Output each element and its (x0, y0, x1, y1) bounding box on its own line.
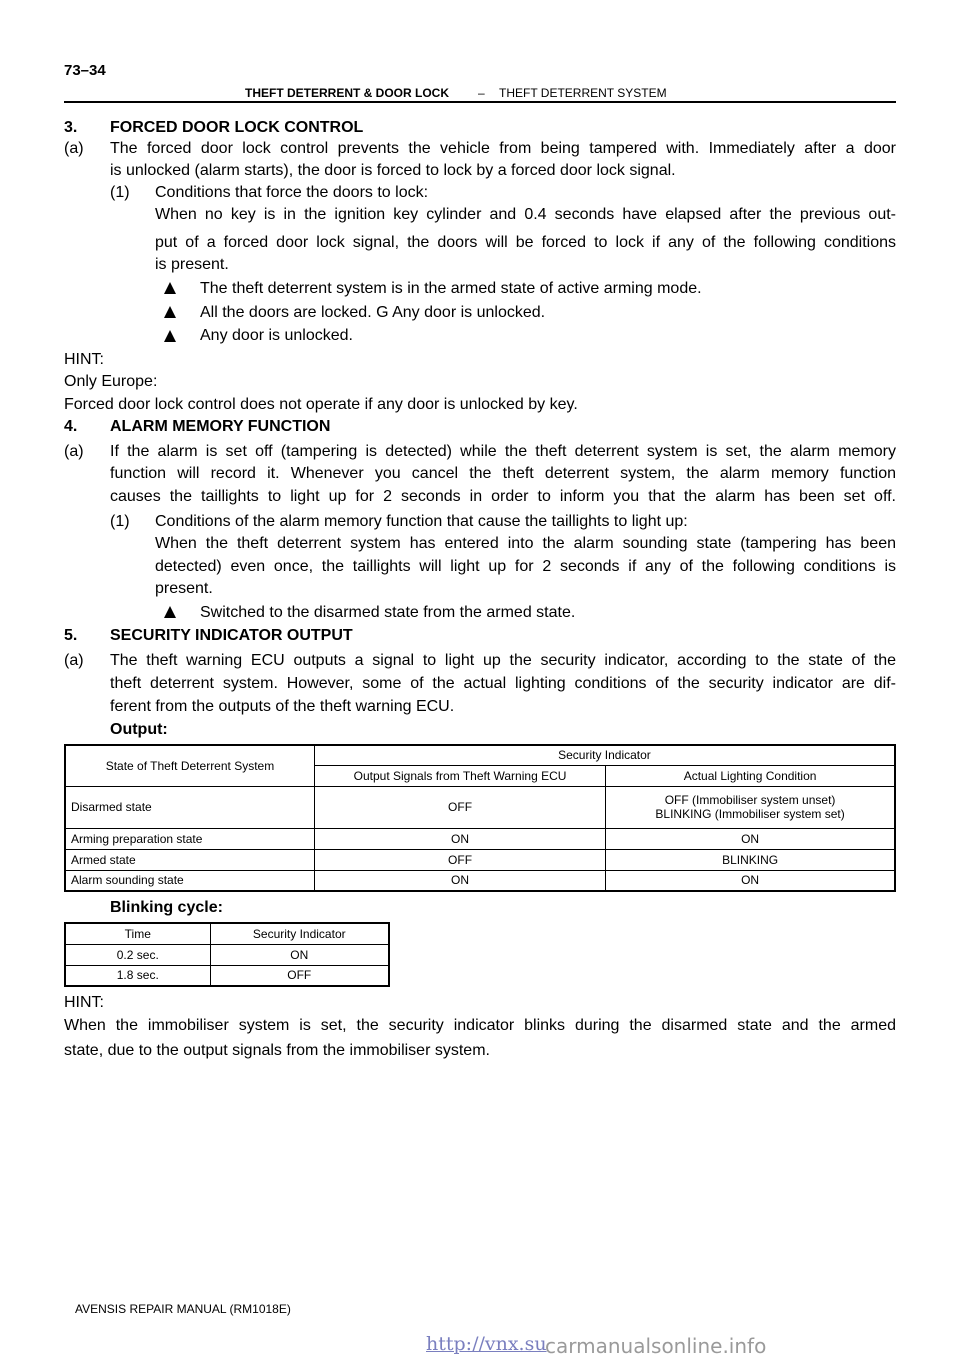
s3-hint-line2: Forced door lock control does not operate if any door is unlocked by key. (64, 396, 578, 413)
bullet-triangle-icon (164, 282, 176, 294)
s3-p1-line1: When no key is in the ignition key cylinder and 0.4 seconds have elapsed after the previous out- (155, 206, 896, 223)
output-col-signal-header: Output Signals from Theft Warning ECU (314, 765, 605, 786)
s4-p1-label: (1) (110, 513, 130, 530)
page-number: 73–34 (64, 62, 106, 79)
s5-a-line2: theft deterrent system. However, some of the actual lighting conditions of the security indicator are dif- (110, 675, 896, 692)
subsection-title: THEFT DETERRENT SYSTEM (499, 86, 667, 100)
state-cell: Disarmed state (65, 786, 314, 828)
signal-cell: OFF (314, 786, 605, 828)
indicator-cell: ON (210, 944, 389, 965)
s3-bullet-3: Any door is unlocked. (200, 327, 353, 344)
s5-heading: SECURITY INDICATOR OUTPUT (110, 627, 353, 644)
s5-a-line1: The theft warning ECU outputs a signal to light up the security indicator, according to the state of the (110, 652, 896, 669)
s3-heading: FORCED DOOR LOCK CONTROL (110, 119, 364, 136)
table-row (65, 965, 389, 986)
signal-cell: ON (314, 828, 605, 849)
s3-bullet-2: All the doors are locked. G Any door is unlocked. (200, 304, 546, 321)
url-link[interactable]: http://vnx.su (426, 1333, 547, 1355)
table-row (65, 944, 389, 965)
output-col-state-header: State of Theft Deterrent System (65, 745, 314, 786)
s5-hint-line1: When the immobiliser system is set, the security indicator blinks during the disarmed state and the armed (64, 1017, 896, 1034)
s3-a-line2: is unlocked (alarm starts), the door is forced to lock by a forced door lock signal. (110, 162, 676, 179)
s3-a-line1: The forced door lock control prevents the vehicle from being tampered with. Immediately after a door (110, 140, 896, 157)
output-label: Output: (110, 721, 168, 738)
s4-bullet: Switched to the disarmed state from the armed state. (200, 604, 576, 621)
actual-cell (606, 786, 895, 828)
s3-heading-number: 3. (64, 119, 78, 136)
time-cell: 0.2 sec. (65, 944, 210, 965)
section-title: THEFT DETERRENT & DOOR LOCK (245, 86, 449, 100)
blink-table (64, 922, 390, 987)
blink-col-time-header: Time (65, 923, 210, 944)
state-cell: Arming preparation state (65, 828, 314, 849)
s5-a-label: (a) (64, 652, 84, 669)
signal-cell: OFF (314, 849, 605, 870)
s4-p1-line3: present. (155, 580, 213, 597)
s4-p1-line2: detected) even once, the taillights will light up for 2 seconds if any of the following conditions is (155, 558, 896, 575)
signal-cell: ON (314, 870, 605, 891)
s4-a-line1: If the alarm is set off (tampering is detected) while the theft deterrent system is set, the alarm memory (110, 443, 896, 460)
table-row (65, 786, 895, 828)
actual-cell: BLINKING (606, 849, 895, 870)
header-separator: – (478, 86, 485, 100)
s5-heading-number: 5. (64, 627, 78, 644)
header-rule (64, 101, 896, 103)
s3-p1-line3: is present. (155, 256, 229, 273)
footer-manual-title: AVENSIS REPAIR MANUAL (RM1018E) (75, 1302, 291, 1316)
table-row (65, 849, 895, 870)
s4-heading-number: 4. (64, 418, 78, 435)
s3-hint-line1: Only Europe: (64, 373, 158, 390)
actual-line-2: BLINKING (Immobiliser system set) (655, 807, 845, 821)
state-cell: Armed state (65, 849, 314, 870)
indicator-cell: OFF (210, 965, 389, 986)
s4-p1-title: Conditions of the alarm memory function that cause the taillights to light up: (155, 513, 688, 530)
s3-p1-title: Conditions that force the doors to lock: (155, 184, 429, 201)
s4-heading: ALARM MEMORY FUNCTION (110, 418, 331, 435)
watermark: carmanualsonline.info (545, 1334, 767, 1358)
s4-a-line2: function will record it. Whenever you cancel the theft deterrent system, the alarm memory function (110, 465, 896, 482)
table-row (65, 828, 895, 849)
s3-p1-label: (1) (110, 184, 130, 201)
bullet-triangle-icon (164, 606, 176, 618)
blink-col-indicator-header: Security Indicator (210, 923, 389, 944)
actual-cell: ON (606, 828, 895, 849)
s5-hint-label: HINT: (64, 994, 104, 1011)
table-row (65, 870, 895, 891)
s3-bullet-1: The theft deterrent system is in the armed state of active arming mode. (200, 280, 702, 297)
s4-a-line3: causes the taillights to light up for 2 seconds in order to inform you that the alarm has been set off. (110, 488, 896, 505)
bullet-triangle-icon (164, 330, 176, 342)
time-cell: 1.8 sec. (65, 965, 210, 986)
output-table (64, 744, 896, 892)
actual-line-1: OFF (Immobiliser system unset) (664, 793, 836, 807)
state-cell: Alarm sounding state (65, 870, 314, 891)
s3-hint-label: HINT: (64, 351, 104, 368)
output-group-header: Security Indicator (314, 745, 895, 765)
s3-a-label: (a) (64, 140, 84, 157)
blinking-cycle-label: Blinking cycle: (110, 899, 223, 916)
bullet-triangle-icon (164, 306, 176, 318)
actual-cell: ON (606, 870, 895, 891)
s5-hint-line2: state, due to the output signals from the immobiliser system. (64, 1042, 490, 1059)
output-col-actual-header: Actual Lighting Condition (606, 765, 895, 786)
s3-p1-line2: put of a forced door lock signal, the doors will be forced to lock if any of the following conditions (155, 234, 896, 251)
s4-p1-line1: When the theft deterrent system has entered into the alarm sounding state (tampering has been (155, 535, 896, 552)
s4-a-label: (a) (64, 443, 84, 460)
s5-a-line3: ferent from the outputs of the theft warning ECU. (110, 698, 455, 715)
